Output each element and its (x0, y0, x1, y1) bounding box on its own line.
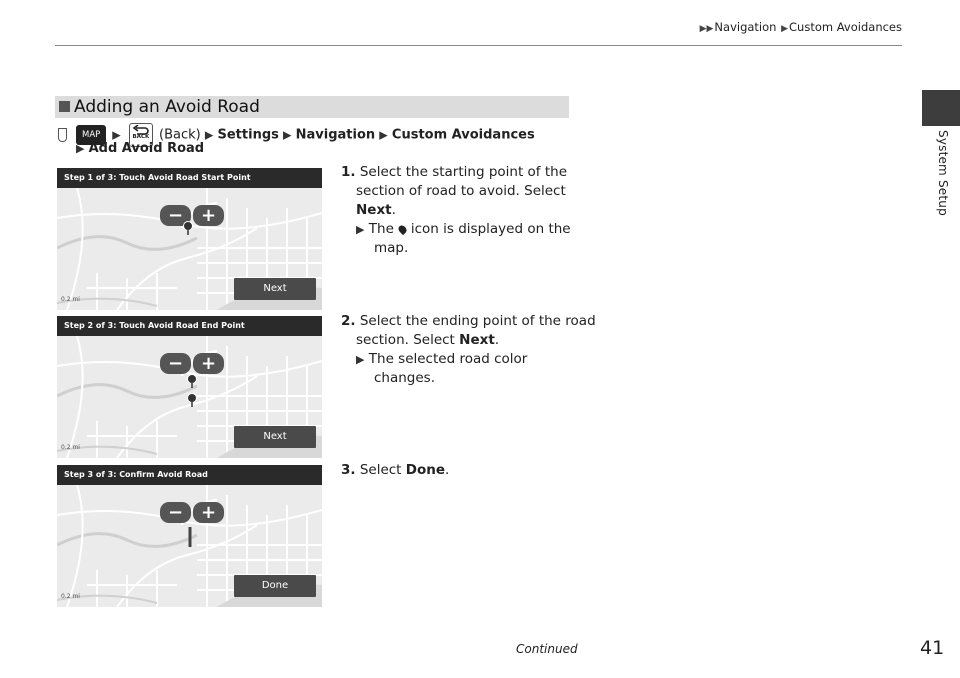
step-text: Select (359, 462, 402, 478)
continued-label: Continued (516, 642, 578, 656)
next-button[interactable]: Next (234, 278, 316, 300)
result-text: The (368, 221, 394, 237)
breadcrumb-custom-avoidances: Custom Avoidances (789, 20, 902, 34)
map-scale: 0.2 mi (61, 296, 80, 303)
result-arrow-icon: ▶ (356, 353, 365, 366)
result-text: The selected road color (368, 351, 528, 367)
side-tab-marker (922, 90, 960, 126)
result-text: map. (374, 240, 409, 256)
step-text: section. Select (356, 332, 455, 348)
path-settings: Settings (217, 127, 279, 143)
step-period: . (391, 202, 396, 218)
result-arrow-icon: ▶ (356, 223, 365, 236)
page-number: 41 (920, 637, 945, 659)
pin-icon (397, 223, 408, 234)
triangle-icon: ▶▶ (699, 24, 714, 34)
back-icon-label: BACK (132, 134, 150, 140)
path-navigation: Navigation (295, 127, 376, 143)
home-icon (58, 128, 67, 142)
zoom-in-button[interactable]: + (193, 502, 224, 523)
step-text: Select the starting point of the (359, 164, 568, 180)
step-keyword: Next (356, 202, 392, 218)
step-keyword: Done (405, 462, 446, 478)
path-custom-avoidances: Custom Avoidances (391, 127, 535, 143)
zoom-in-button[interactable]: + (193, 353, 224, 374)
arrow-icon: ▶ (204, 128, 214, 142)
breadcrumb (699, 20, 902, 34)
map-pin-icon (182, 221, 194, 235)
arrow-icon: ▶ (379, 128, 388, 142)
breadcrumb-navigation: Navigation (714, 20, 777, 34)
back-text: (Back) (159, 127, 201, 143)
step-number: 1. (341, 164, 356, 180)
step-text: Select the ending point of the road (359, 313, 596, 329)
arrow-icon: ▶ (112, 128, 121, 142)
zoom-out-button[interactable]: − (160, 353, 191, 374)
arrow-icon: ▶ (283, 128, 292, 142)
triangle-icon: ▶ (781, 24, 789, 34)
step-3-screen (57, 465, 322, 607)
zoom-out-button[interactable]: − (160, 205, 191, 226)
zoom-out-button[interactable]: − (160, 502, 191, 523)
step-3-text (341, 461, 449, 480)
menu-path-continued (76, 141, 204, 157)
step-2-text (341, 312, 596, 388)
step-text: section of road to avoid. Select (356, 183, 566, 199)
result-text: changes. (374, 370, 436, 386)
side-tab-label: System Setup (936, 130, 950, 216)
step-keyword: Next (459, 332, 495, 348)
done-button[interactable]: Done (234, 575, 316, 597)
zoom-in-button[interactable]: + (193, 205, 224, 226)
header-divider (55, 45, 902, 46)
step-period: . (494, 332, 500, 348)
step-period: . (445, 462, 450, 478)
step-number: 2. (341, 313, 356, 329)
next-button[interactable]: Next (234, 426, 316, 448)
step-number: 3. (341, 462, 356, 478)
step-1-screen (57, 168, 322, 310)
end-pin-icon (186, 393, 198, 407)
map-button-icon: MAP (76, 125, 106, 145)
arrow-icon: ▶ (76, 142, 85, 155)
result-text: icon is displayed on the (410, 221, 571, 237)
screen-title-bar: Step 3 of 3: Confirm Avoid Road (57, 465, 322, 485)
path-add-avoid-road: Add Avoid Road (88, 141, 205, 156)
section-title: Adding an Avoid Road (74, 97, 260, 117)
start-pin-icon (186, 374, 198, 388)
section-square-icon (59, 101, 70, 112)
screen-title-bar: Step 2 of 3: Touch Avoid Road End Point (57, 316, 322, 336)
step-1-text (341, 163, 571, 258)
map-scale: 0.2 mi (61, 593, 80, 600)
screen-title-bar: Step 1 of 3: Touch Avoid Road Start Point (57, 168, 322, 188)
step-2-screen (57, 316, 322, 458)
map-scale: 0.2 mi (61, 444, 80, 451)
